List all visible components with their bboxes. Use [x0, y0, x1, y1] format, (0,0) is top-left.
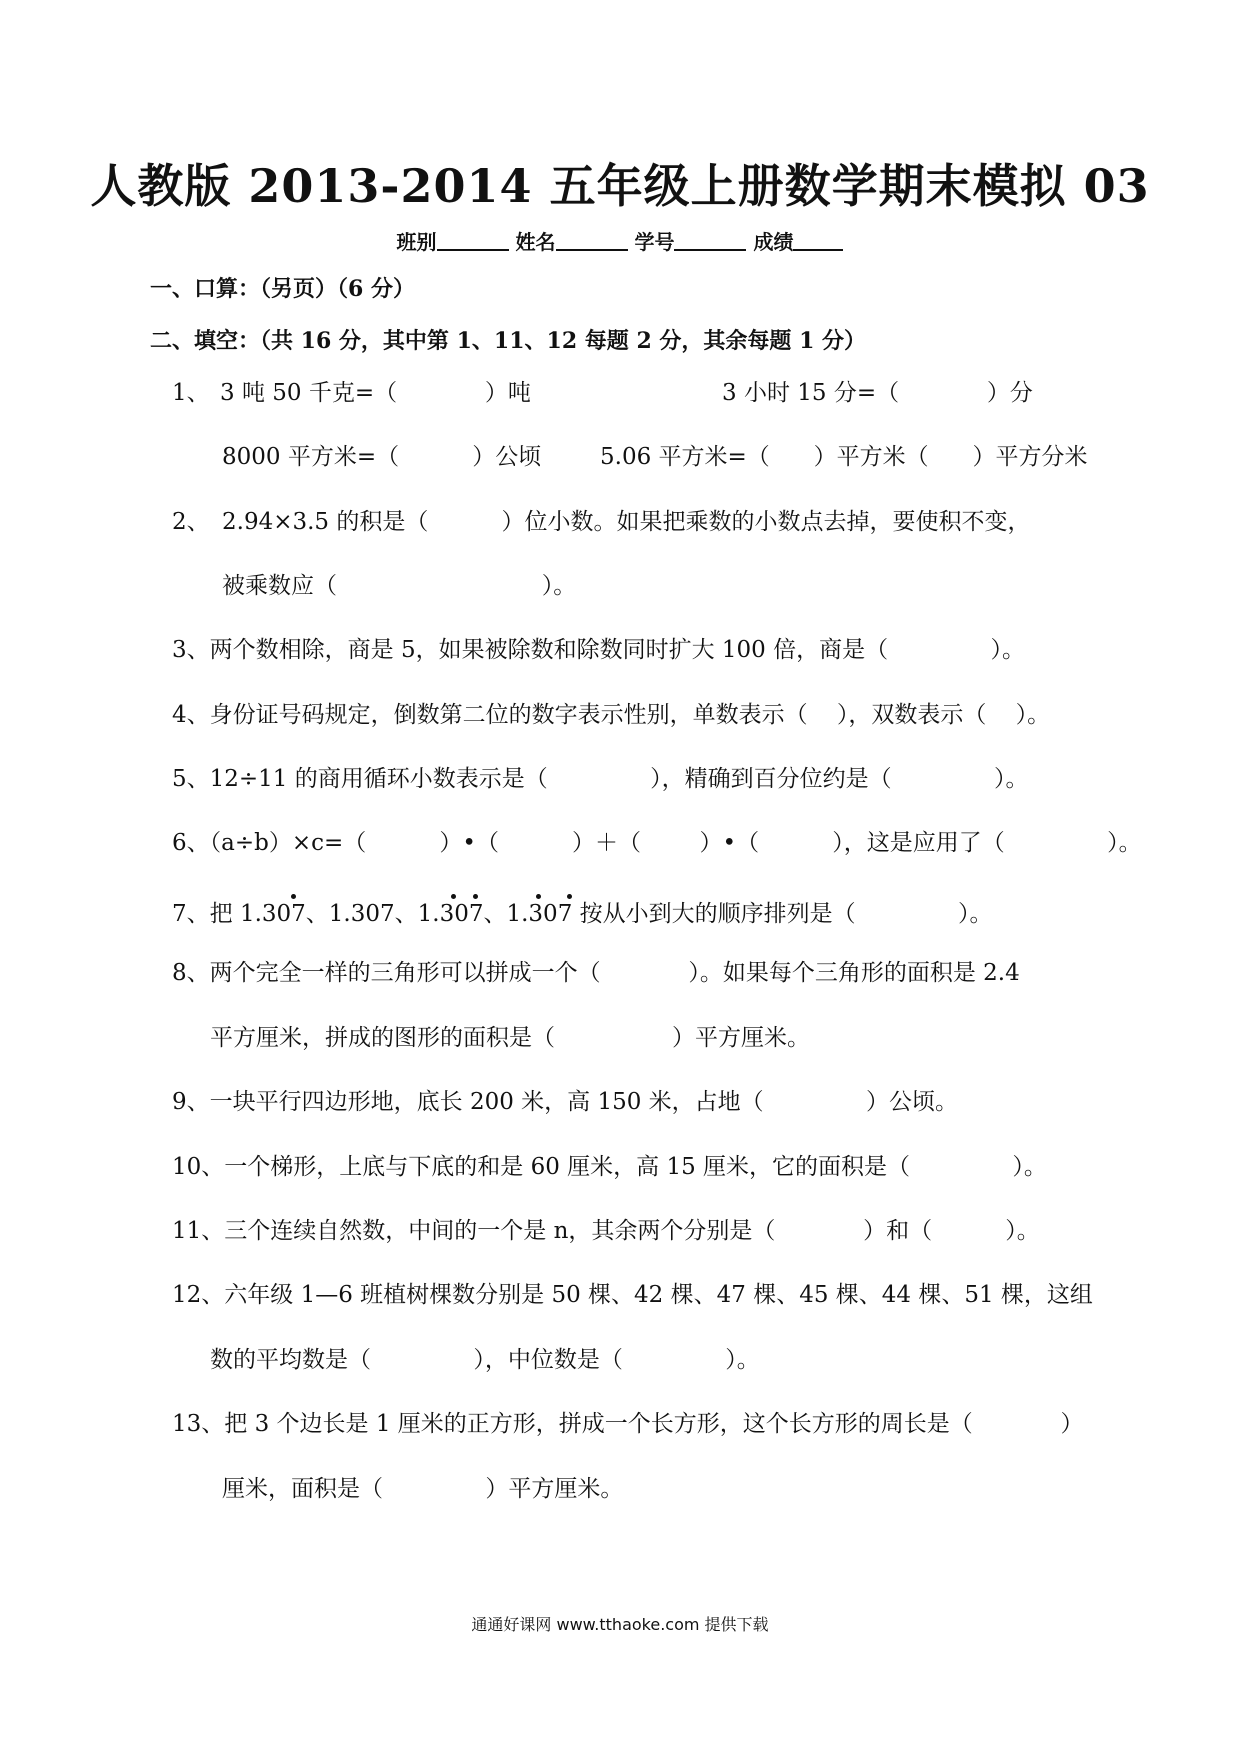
name-label: 姓名 [515, 230, 556, 254]
name-blank [556, 231, 628, 251]
repeat-dot [536, 894, 541, 899]
q13-line-2: 厘米，面积是（ ）平方厘米。 [222, 1476, 624, 1502]
student-info-line [0, 226, 1240, 255]
q3-text: 3、两个数相除，商是 5，如果被除数和除数同时扩大 100 倍，商是（ ）。 [172, 637, 1025, 663]
score-blank [793, 231, 843, 251]
q12-line-2: 数的平均数是（ ），中位数是（ ）。 [210, 1347, 760, 1373]
score-label: 成绩 [753, 230, 794, 254]
q2-line-2: 被乘数应（ ）。 [222, 573, 577, 599]
class-label: 班别 [396, 230, 437, 254]
q7-text: 7、把 1.307、1.307、1.307、1.307 按从小到大的顺序排列是（ ）。 [172, 901, 993, 927]
q13-line-1: 13、把 3 个边长是 1 厘米的正方形，拼成一个长方形，这个长方形的周长是（ ） [172, 1411, 1084, 1437]
q12-line-1: 12、六年级 1—6 班植树棵数分别是 50 棵、42 棵、47 棵、45 棵、44 棵、51 棵，这组 [172, 1282, 1093, 1308]
q1-part-b: 3 小时 15 分=（ ）分 [722, 380, 1033, 406]
q9-text: 9、一块平行四边形地，底长 200 米，高 150 米，占地（ ）公顷。 [172, 1089, 959, 1115]
repeat-dot [291, 894, 296, 899]
repeat-dot [567, 894, 572, 899]
section-two-heading: 二、填空：（共 16 分，其中第 1、11、12 每题 2 分，其余每题 1 分） [150, 328, 867, 354]
q6-text: 6、（a÷b）×c=（ ）•（ ）＋（ ）•（ ），这是应用了（ ）。 [172, 830, 1142, 856]
id-label: 学号 [634, 230, 675, 254]
q1-part-d: 5.06 平方米=（ ）平方米（ ）平方分米 [600, 444, 1088, 470]
q10-text: 10、一个梯形，上底与下底的和是 60 厘米，高 15 厘米，它的面积是（ ）。 [172, 1154, 1047, 1180]
q1-number: 1、 [172, 380, 210, 406]
page-footer: 通通好课网 www.tthaoke.com 提供下载 [471, 1615, 769, 1634]
q8-line-2: 平方厘米，拼成的图形的面积是（ ）平方厘米。 [210, 1025, 810, 1051]
q8-line-1: 8、两个完全一样的三角形可以拼成一个（ ）。如果每个三角形的面积是 2.4 [172, 960, 1020, 986]
q11-text: 11、三个连续自然数，中间的一个是 n，其余两个分别是（ ）和（ ）。 [172, 1218, 1040, 1244]
id-blank [674, 231, 746, 251]
repeat-dot [451, 894, 456, 899]
q1-part-c: 8000 平方米=（ ）公顷 [222, 444, 542, 470]
repeat-dot [473, 894, 478, 899]
q5-text: 5、12÷11 的商用循环小数表示是（ ），精确到百分位约是（ ）。 [172, 766, 1029, 792]
q2-number: 2、 [172, 509, 210, 535]
class-blank [437, 231, 509, 251]
q2-line-1: 2.94×3.5 的积是（ ）位小数。如果把乘数的小数点去掉，要使积不变， [222, 509, 1031, 535]
page-title: 人教版 2013-2014 五年级上册数学期末模拟 03 [90, 159, 1150, 213]
q4-text: 4、身份证号码规定，倒数第二位的数字表示性别，单数表示（ ），双数表示（ ）。 [172, 702, 1051, 728]
section-one-heading: 一、口算：（另页）（6 分） [150, 276, 415, 302]
q1-part-a: 3 吨 50 千克=（ ）吨 [220, 380, 531, 406]
